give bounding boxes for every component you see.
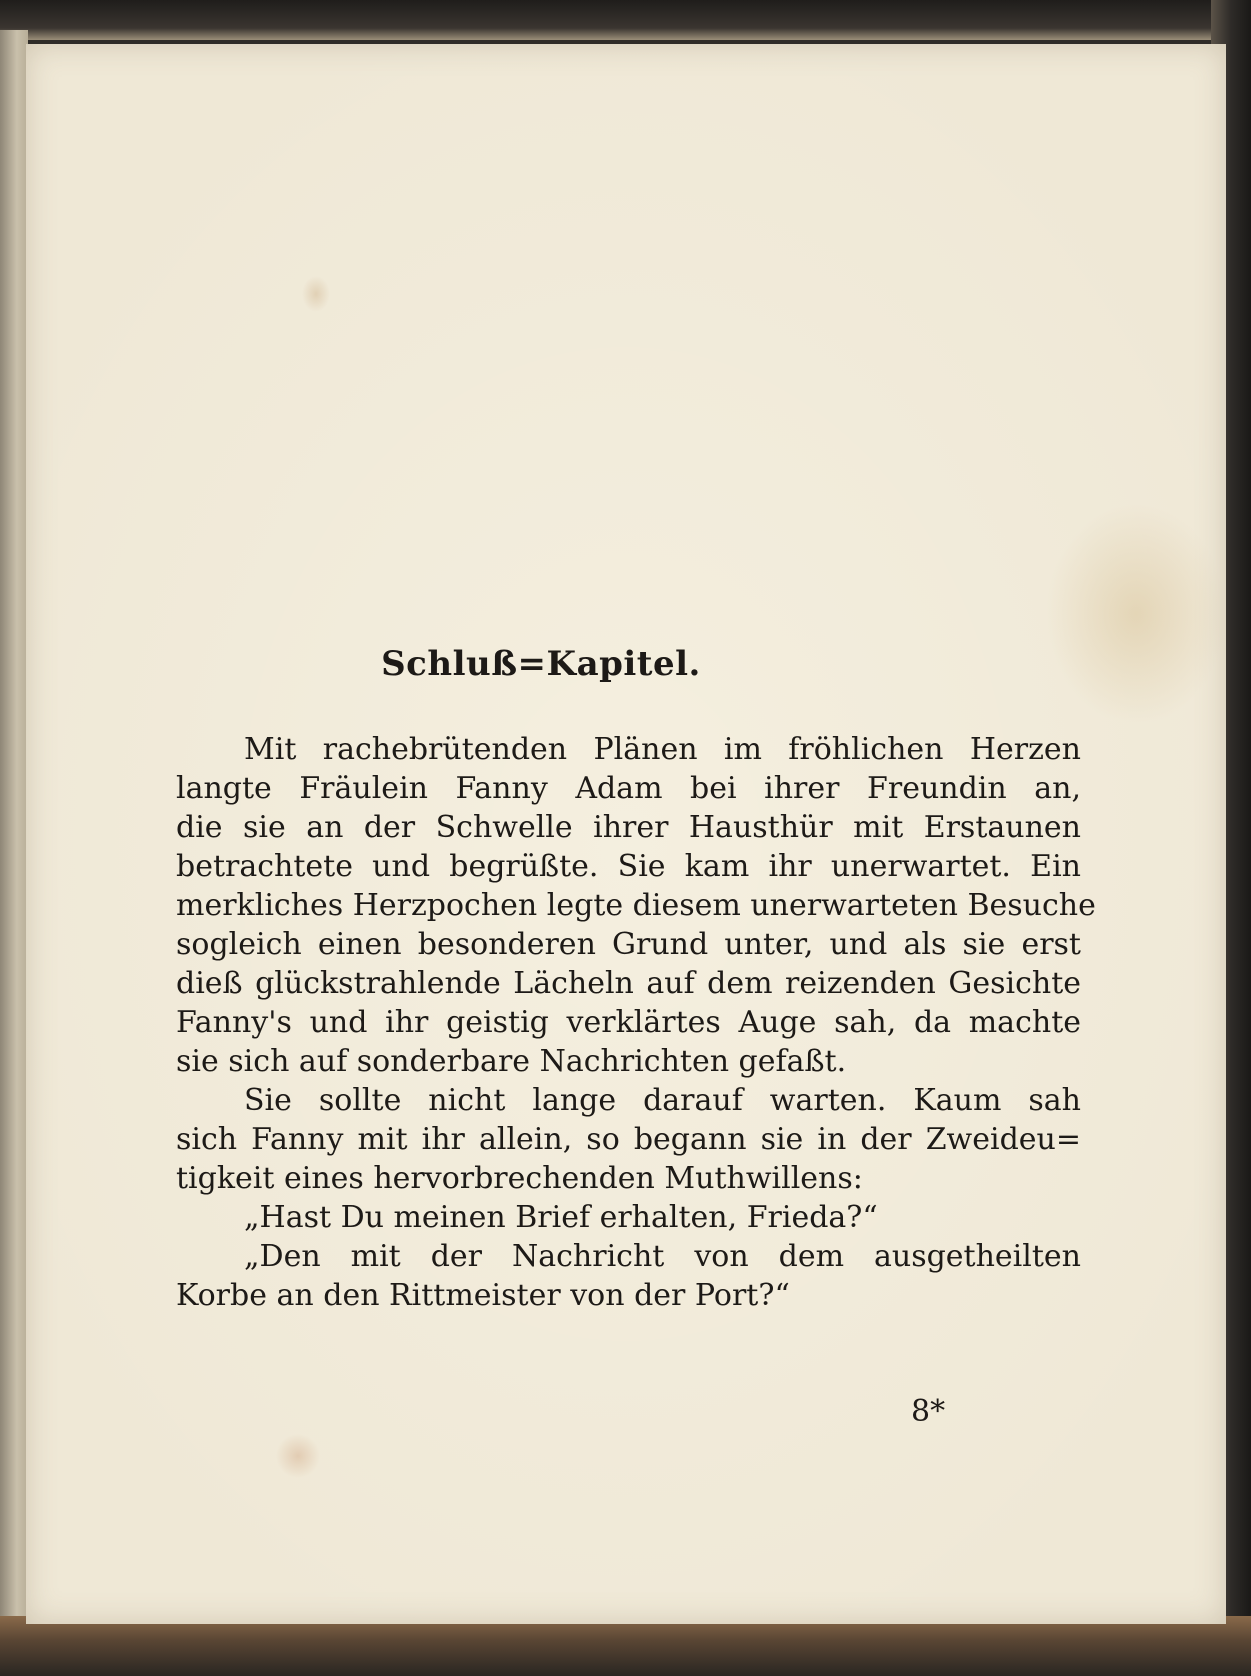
text-line: tigkeit eines hervorbrechenden Muthwillens: (176, 1161, 863, 1196)
page-number: 8* (911, 1394, 946, 1429)
text-line: Sie sollte nicht lange darauf warten. Kaum sah (244, 1083, 1081, 1118)
chapter-heading: Schluß=Kapitel. (381, 644, 701, 684)
text-line: langte Fräulein Fanny Adam bei ihrer Freundin an, (176, 771, 1081, 806)
text-line: Fanny's und ihr geistig verklärtes Auge sah, da machte (176, 1005, 1081, 1040)
book-cover-left-edge (0, 30, 28, 1630)
text-line: die sie an der Schwelle ihrer Hausthür mit Erstaunen (176, 810, 1081, 845)
text-line: sie sich auf sonderbare Nachrichten gefaßt. (176, 1044, 847, 1079)
text-line: „Hast Du meinen Brief erhalten, Frieda?“ (244, 1200, 878, 1235)
text-line: sich Fanny mit ihr allein, so begann sie in der Zweideu= (176, 1122, 1081, 1157)
book-page (26, 44, 1226, 1624)
text-line: sogleich einen besonderen Grund unter, und als sie erst (176, 927, 1081, 962)
text-line: merkliches Herzpochen legte diesem unerwarteten Besuche (176, 888, 1096, 923)
text-line: betrachtete und begrüßte. Sie kam ihr unerwartet. Ein (176, 849, 1081, 884)
text-line: Mit rachebrütenden Plänen im fröhlichen Herzen (244, 732, 1081, 767)
text-line: dieß glückstrahlende Lächeln auf dem reizenden Gesichte (176, 966, 1081, 1001)
text-line: „Den mit der Nachricht von dem ausgetheilten (244, 1239, 1081, 1274)
book-cover-bottom-edge (0, 1616, 1251, 1676)
book-cover-top-edge (0, 0, 1251, 40)
text-line: Korbe an den Rittmeister von der Port?“ (176, 1278, 790, 1313)
